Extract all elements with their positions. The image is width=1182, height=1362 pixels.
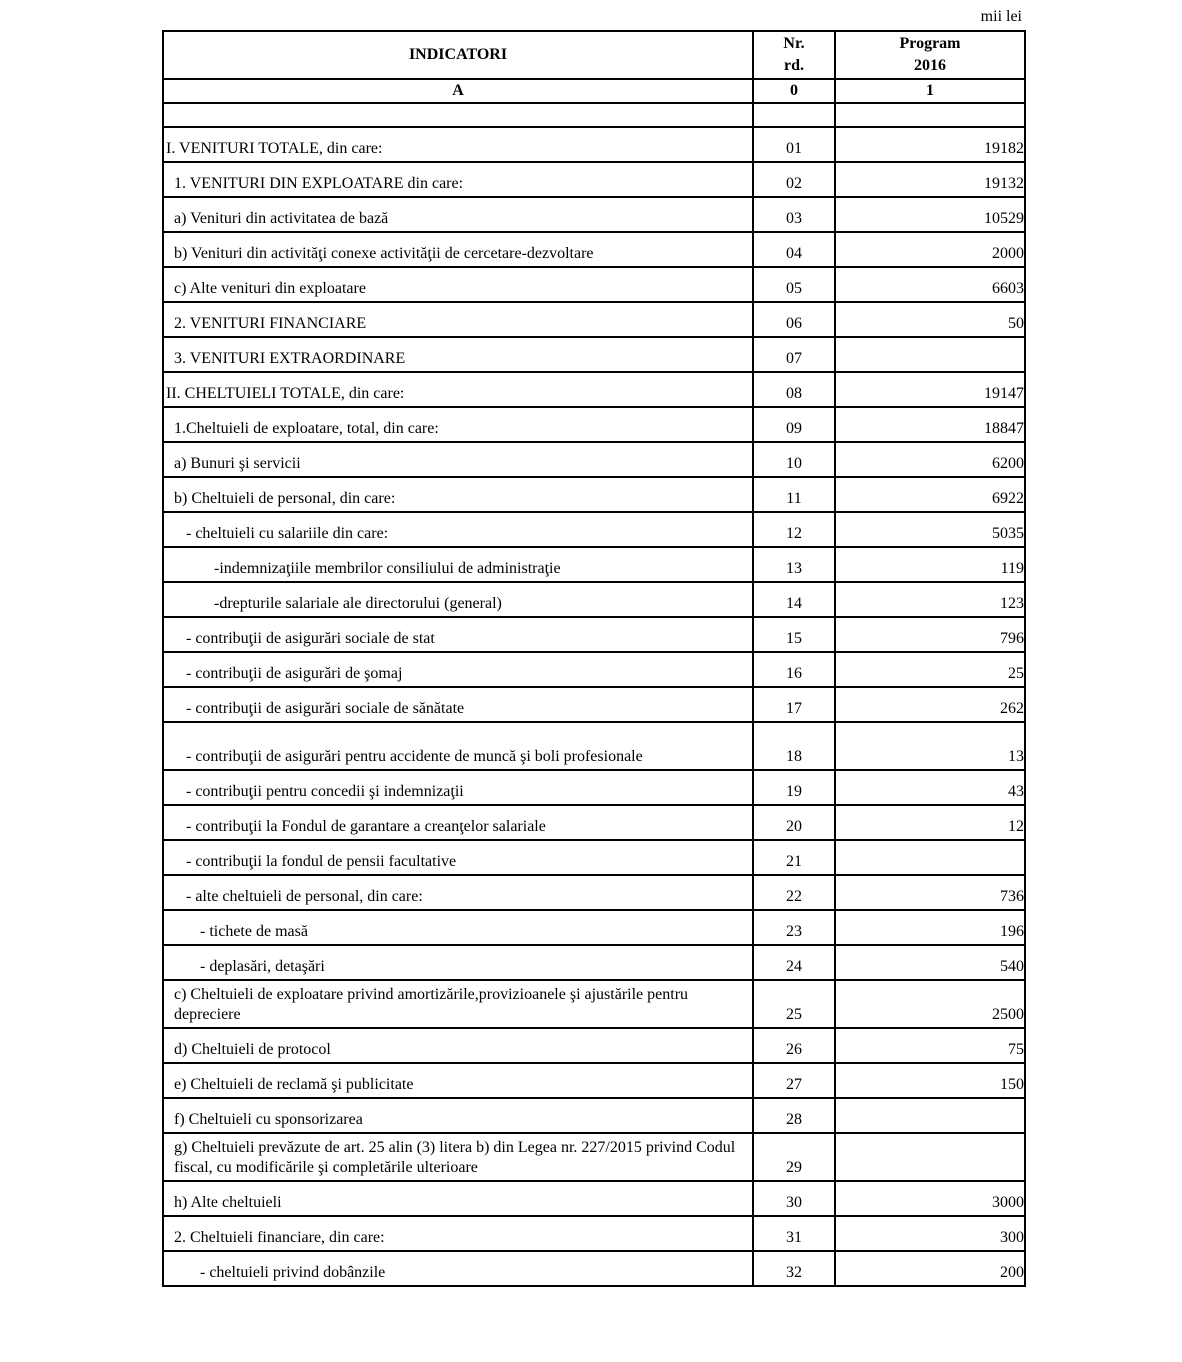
table-row xyxy=(163,162,1025,197)
program-value-cell: 540 xyxy=(835,945,1025,980)
program-value-cell: 19147 xyxy=(835,372,1025,407)
program-value-cell: 300 xyxy=(835,1216,1025,1251)
indicator-cell xyxy=(163,617,753,652)
header-program xyxy=(835,31,1025,79)
spacer-cell xyxy=(753,103,835,127)
column-index-1: 1 xyxy=(835,79,1025,103)
indicator-cell xyxy=(163,477,753,512)
spacer-row xyxy=(163,103,1025,127)
table-row xyxy=(163,1181,1025,1216)
program-value-cell: 150 xyxy=(835,1063,1025,1098)
indicator-cell xyxy=(163,910,753,945)
header-indicators: INDICATORI xyxy=(163,31,753,79)
table-row xyxy=(163,442,1025,477)
indicator-cell xyxy=(163,547,753,582)
table-row xyxy=(163,945,1025,980)
indicator-cell xyxy=(163,512,753,547)
indicator-label: II. CHELTUIELI TOTALE, din care: xyxy=(166,385,405,402)
indicator-label: - cheltuieli cu salariile din care: xyxy=(186,525,389,542)
row-number-cell: 04 xyxy=(753,232,835,267)
row-number-cell: 01 xyxy=(753,127,835,162)
indicator-label: b) Venituri din activităţi conexe activităţii de cercetare-dezvoltare xyxy=(174,245,594,262)
row-number-cell: 24 xyxy=(753,945,835,980)
indicator-label: - deplasări, detaşări xyxy=(200,958,325,975)
indicator-label: - alte cheltuieli de personal, din care: xyxy=(186,888,423,905)
table-row xyxy=(163,547,1025,582)
indicator-label: f) Cheltuieli cu sponsorizarea xyxy=(174,1111,363,1128)
row-number-cell: 06 xyxy=(753,302,835,337)
table-row xyxy=(163,687,1025,722)
indicator-label: c) Alte venituri din exploatare xyxy=(174,280,366,297)
program-value-cell: 19132 xyxy=(835,162,1025,197)
row-number-cell: 32 xyxy=(753,1251,835,1286)
indicator-cell xyxy=(163,980,753,1028)
program-value-cell: 19182 xyxy=(835,127,1025,162)
table-row xyxy=(163,840,1025,875)
program-value-cell: 43 xyxy=(835,770,1025,805)
table-row xyxy=(163,477,1025,512)
program-value-cell: 2000 xyxy=(835,232,1025,267)
row-number-cell: 22 xyxy=(753,875,835,910)
table-row xyxy=(163,372,1025,407)
header-program-line1: Program xyxy=(899,35,961,52)
indicator-cell xyxy=(163,232,753,267)
unit-label: mii lei xyxy=(980,8,1022,25)
program-value-cell: 123 xyxy=(835,582,1025,617)
table-row xyxy=(163,770,1025,805)
indicator-label: - contribuţii pentru concedii şi indemnizaţii xyxy=(186,783,464,800)
row-number-cell: 25 xyxy=(753,980,835,1028)
indicator-cell xyxy=(163,770,753,805)
indicator-label: I. VENITURI TOTALE, din care: xyxy=(166,140,383,157)
program-value-cell: 18847 xyxy=(835,407,1025,442)
program-value-cell: 12 xyxy=(835,805,1025,840)
indicator-cell xyxy=(163,840,753,875)
indicator-label: g) Cheltuieli prevăzute de art. 25 alin (3) litera b) din Legea nr. 227/2015 privind Codul fiscal, cu modificările şi completările ulterioare xyxy=(174,1139,736,1176)
indicator-label: 3. VENITURI EXTRAORDINARE xyxy=(174,350,406,367)
program-value-cell xyxy=(835,337,1025,372)
indicator-label: 2. Cheltuieli financiare, din care: xyxy=(174,1229,385,1246)
table-row xyxy=(163,337,1025,372)
table-row xyxy=(163,1098,1025,1133)
program-value-cell xyxy=(835,1133,1025,1181)
program-value-cell: 50 xyxy=(835,302,1025,337)
program-value-cell xyxy=(835,840,1025,875)
program-value-cell xyxy=(835,1098,1025,1133)
indicator-cell xyxy=(163,875,753,910)
table-row xyxy=(163,805,1025,840)
row-number-cell: 15 xyxy=(753,617,835,652)
table-row xyxy=(163,1216,1025,1251)
indicator-cell xyxy=(163,407,753,442)
indicator-cell xyxy=(163,805,753,840)
indicator-cell xyxy=(163,1063,753,1098)
indicator-label: c) Cheltuieli de exploatare privind amortizările,provizioanele şi ajustările pentru depreciere xyxy=(174,986,689,1023)
row-number-cell: 16 xyxy=(753,652,835,687)
indicator-label: - contribuţii de asigurări pentru accidente de muncă şi boli profesionale xyxy=(186,748,643,765)
table-row xyxy=(163,1133,1025,1181)
spacer-cell xyxy=(163,103,753,127)
indicator-cell xyxy=(163,722,753,770)
indicator-label: 1. VENITURI DIN EXPLOATARE din care: xyxy=(174,175,464,192)
row-number-cell: 20 xyxy=(753,805,835,840)
row-number-cell: 29 xyxy=(753,1133,835,1181)
row-number-cell: 03 xyxy=(753,197,835,232)
table-row xyxy=(163,1063,1025,1098)
program-value-cell: 200 xyxy=(835,1251,1025,1286)
indicator-cell xyxy=(163,302,753,337)
row-number-cell: 28 xyxy=(753,1098,835,1133)
indicator-cell xyxy=(163,162,753,197)
indicator-label: e) Cheltuieli de reclamă şi publicitate xyxy=(174,1076,414,1093)
row-number-cell: 23 xyxy=(753,910,835,945)
indicator-cell xyxy=(163,1216,753,1251)
table-row xyxy=(163,617,1025,652)
row-number-cell: 05 xyxy=(753,267,835,302)
table-row xyxy=(163,1028,1025,1063)
indicator-cell xyxy=(163,652,753,687)
row-number-cell: 27 xyxy=(753,1063,835,1098)
table-row xyxy=(163,512,1025,547)
header-row xyxy=(163,31,1025,79)
indicator-label: -indemnizaţiile membrilor consiliului de administraţie xyxy=(214,560,561,577)
indicator-label: b) Cheltuieli de personal, din care: xyxy=(174,490,396,507)
indicator-label: - contribuţii de asigurări de şomaj xyxy=(186,665,403,682)
indicator-label: a) Venituri din activitatea de bază xyxy=(174,210,389,227)
indicator-cell xyxy=(163,1098,753,1133)
indicator-cell xyxy=(163,442,753,477)
table-row xyxy=(163,652,1025,687)
table-row xyxy=(163,197,1025,232)
program-value-cell: 25 xyxy=(835,652,1025,687)
program-value-cell: 75 xyxy=(835,1028,1025,1063)
row-number-cell: 30 xyxy=(753,1181,835,1216)
program-value-cell: 13 xyxy=(835,722,1025,770)
table-row xyxy=(163,722,1025,770)
indicator-label: - contribuţii de asigurări sociale de stat xyxy=(186,630,435,647)
header-nr-line1: Nr. xyxy=(783,35,805,52)
indicator-cell xyxy=(163,1133,753,1181)
program-value-cell: 796 xyxy=(835,617,1025,652)
header-nr-line2: rd. xyxy=(784,57,804,74)
row-number-cell: 17 xyxy=(753,687,835,722)
row-number-cell: 21 xyxy=(753,840,835,875)
row-number-cell: 11 xyxy=(753,477,835,512)
column-index-a: A xyxy=(163,79,753,103)
indicator-label: 1.Cheltuieli de exploatare, total, din care: xyxy=(174,420,439,437)
indicator-cell xyxy=(163,687,753,722)
header-row-number xyxy=(753,31,835,79)
indicator-cell xyxy=(163,1181,753,1216)
table-row xyxy=(163,267,1025,302)
program-value-cell: 736 xyxy=(835,875,1025,910)
indicator-label: - contribuţii de asigurări sociale de sănătate xyxy=(186,700,465,717)
indicator-label: h) Alte cheltuieli xyxy=(174,1194,282,1211)
row-number-cell: 09 xyxy=(753,407,835,442)
budget-table xyxy=(162,30,1026,1287)
indicator-cell xyxy=(163,1028,753,1063)
row-number-cell: 14 xyxy=(753,582,835,617)
table-row xyxy=(163,875,1025,910)
program-value-cell: 6200 xyxy=(835,442,1025,477)
indicator-cell xyxy=(163,197,753,232)
program-value-cell: 6922 xyxy=(835,477,1025,512)
table-row xyxy=(163,232,1025,267)
row-number-cell: 07 xyxy=(753,337,835,372)
row-number-cell: 12 xyxy=(753,512,835,547)
indicator-cell xyxy=(163,127,753,162)
indicator-cell xyxy=(163,582,753,617)
program-value-cell: 5035 xyxy=(835,512,1025,547)
indicator-label: - tichete de masă xyxy=(200,923,308,940)
indicator-cell xyxy=(163,1251,753,1286)
table-row xyxy=(163,302,1025,337)
indicator-cell xyxy=(163,945,753,980)
indicator-label: 2. VENITURI FINANCIARE xyxy=(174,315,367,332)
table-row xyxy=(163,582,1025,617)
spacer-cell xyxy=(835,103,1025,127)
program-value-cell: 2500 xyxy=(835,980,1025,1028)
indicator-label: - cheltuieli privind dobânzile xyxy=(200,1264,386,1281)
row-number-cell: 19 xyxy=(753,770,835,805)
program-value-cell: 196 xyxy=(835,910,1025,945)
program-value-cell: 262 xyxy=(835,687,1025,722)
row-number-cell: 02 xyxy=(753,162,835,197)
table-row xyxy=(163,127,1025,162)
indicator-cell xyxy=(163,372,753,407)
row-number-cell: 31 xyxy=(753,1216,835,1251)
column-index-0: 0 xyxy=(753,79,835,103)
table-row xyxy=(163,1251,1025,1286)
indicator-cell xyxy=(163,267,753,302)
table-row xyxy=(163,910,1025,945)
row-number-cell: 08 xyxy=(753,372,835,407)
indicator-label: - contribuţii la fondul de pensii facultative xyxy=(186,853,457,870)
program-value-cell: 6603 xyxy=(835,267,1025,302)
indicator-label: -drepturile salariale ale directorului (general) xyxy=(214,595,502,612)
program-value-cell: 3000 xyxy=(835,1181,1025,1216)
program-value-cell: 119 xyxy=(835,547,1025,582)
indicator-label: - contribuţii la Fondul de garantare a creanţelor salariale xyxy=(186,818,546,835)
row-number-cell: 10 xyxy=(753,442,835,477)
table-row xyxy=(163,980,1025,1028)
indicator-label: a) Bunuri şi servicii xyxy=(174,455,301,472)
indicator-label: d) Cheltuieli de protocol xyxy=(174,1041,331,1058)
row-number-cell: 13 xyxy=(753,547,835,582)
row-number-cell: 26 xyxy=(753,1028,835,1063)
row-number-cell: 18 xyxy=(753,722,835,770)
program-value-cell: 10529 xyxy=(835,197,1025,232)
table-row xyxy=(163,407,1025,442)
header-program-line2: 2016 xyxy=(914,57,946,74)
column-index-row xyxy=(163,79,1025,103)
indicator-cell xyxy=(163,337,753,372)
